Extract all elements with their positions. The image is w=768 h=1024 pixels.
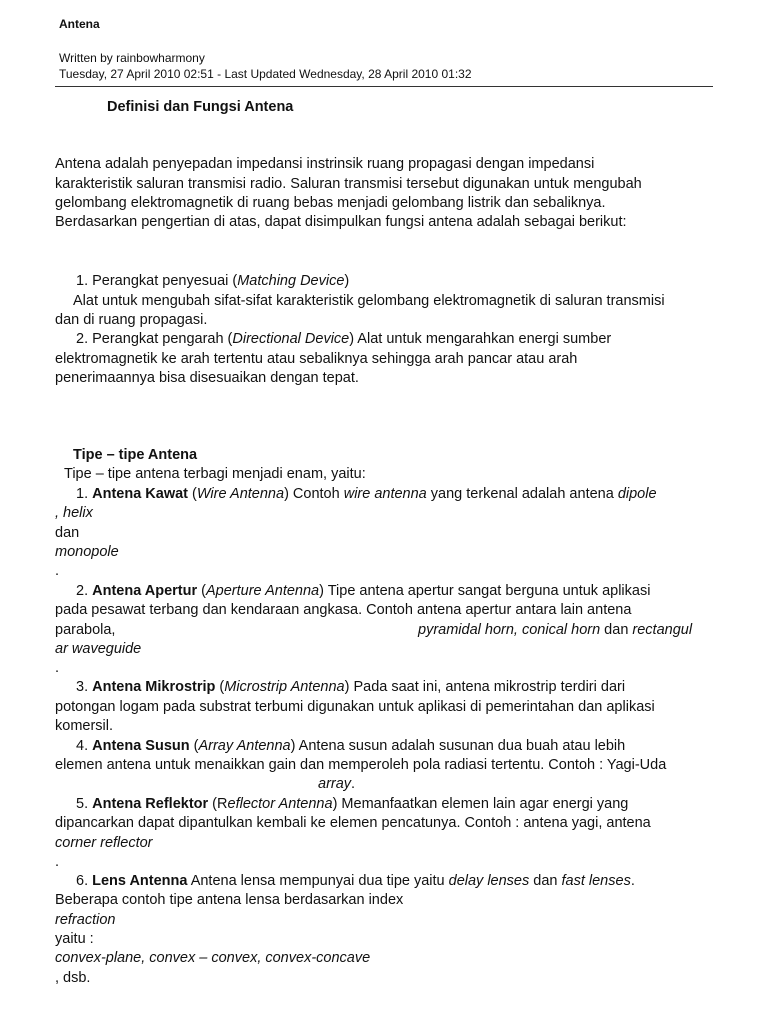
function-item-text: ) <box>344 273 350 289</box>
type-text: . <box>55 563 60 579</box>
type-text: elemen antena untuk menaikkan gain dan memperoleh pola radiasi tertentu. Contoh : Yagi-Uda <box>55 757 667 773</box>
paragraph-line: Antena adalah penyepadan impedansi instrinsik ruang propagasi dengan impedansi <box>55 156 595 172</box>
type-term: , helix <box>55 505 93 521</box>
type-term: Array Antenna <box>198 738 291 754</box>
type-name: Antena Mikrostrip <box>92 679 216 695</box>
function-desc: elektromagnetik ke arah tertentu atau sebaliknya sehingga arah pancar atau arah <box>55 351 578 367</box>
type-item-2 <box>76 582 650 601</box>
type-term: monopole <box>55 544 119 560</box>
type-text: dan <box>55 525 80 541</box>
type-num: 2. <box>76 583 93 599</box>
type-term: convex-plane, convex – convex, convex-concave <box>55 950 371 966</box>
type-name: Antena Kawat <box>92 486 189 502</box>
header-divider <box>55 86 713 87</box>
type-text: pada pesawat terbang dan kendaraan angkasa. Contoh antena apertur antara lain antena <box>55 602 632 618</box>
type-item-5 <box>76 795 628 814</box>
type-name: Antena Apertur <box>92 583 198 599</box>
function-item-text: 2. Perangkat pengarah ( <box>76 331 233 347</box>
type-text: ( <box>197 583 206 599</box>
type-text: . <box>630 873 635 889</box>
type-text: dipancarkan dapat dipantulkan kembali ke elemen pencatunya. Contoh : antena yagi, antena <box>55 815 651 831</box>
types-intro: Tipe – tipe antena terbagi menjadi enam, yaitu: <box>64 466 366 482</box>
doc-title: Antena <box>59 17 100 31</box>
type-text: ) Tipe antena apertur sangat berguna untuk aplikasi <box>319 583 651 599</box>
function-item-2 <box>76 330 611 349</box>
type-num: 4. <box>76 738 93 754</box>
type-text: ( <box>188 486 197 502</box>
function-desc: dan di ruang propagasi. <box>55 312 208 328</box>
section-heading-tipe: Tipe – tipe Antena <box>73 447 198 463</box>
type-text: ( <box>189 738 199 754</box>
type-term: wire antenna <box>343 486 427 502</box>
type-term: corner reflector <box>55 835 153 851</box>
type-term: Wire Antenna <box>196 486 285 502</box>
type-text: ( <box>215 679 225 695</box>
type-item-3 <box>76 678 625 697</box>
function-item-1 <box>76 272 349 291</box>
type-text: ) Pada saat ini, antena mikrostrip terdiri dari <box>344 679 626 695</box>
type-text: ) Memanfaatkan elemen lain agar energi yang <box>332 796 629 812</box>
type-term: pyramidal horn, conical horn <box>418 622 601 638</box>
type-term: array <box>318 776 352 792</box>
date-line: Tuesday, 27 April 2010 02:51 - Last Updated Wednesday, 28 April 2010 01:32 <box>59 67 472 81</box>
function-item-term: Directional Device <box>232 331 350 347</box>
type-text: parabola, <box>55 622 116 638</box>
type-text: potongan logam pada substrat terbumi digunakan untuk aplikasi di pemerintahan dan aplikasi <box>55 699 655 715</box>
type-text: yang terkenal adalah antena <box>426 486 618 502</box>
paragraph-line: Berdasarkan pengertian di atas, dapat disimpulkan fungsi antena adalah sebagai berikut: <box>55 214 627 230</box>
type-term: Microstrip Antenna <box>224 679 345 695</box>
type-text: dan <box>529 873 562 889</box>
type-num: 3. <box>76 679 93 695</box>
type-text: dan <box>600 622 633 638</box>
type-term: delay lenses <box>448 873 530 889</box>
type-term: rectangul <box>632 622 693 638</box>
type-text: . <box>55 854 60 870</box>
function-item-text: ) Alat untuk mengarahkan energi sumber <box>349 331 612 347</box>
function-desc: Alat untuk mengubah sifat-sifat karakteristik gelombang elektromagnetik di saluran transmisi <box>73 293 665 309</box>
type-term: dipole <box>617 486 657 502</box>
type-term: ar waveguide <box>55 641 142 657</box>
type-text: (R <box>208 796 228 812</box>
type-num: 6. <box>76 873 93 889</box>
type-name: Antena Susun <box>92 738 190 754</box>
type-text: . <box>55 660 60 676</box>
function-item-text: 1. Perangkat penyesuai ( <box>76 273 238 289</box>
type-name: Antena Reflektor <box>92 796 209 812</box>
function-item-term: Matching Device <box>237 273 345 289</box>
type-text: komersil. <box>55 718 114 734</box>
section-heading-definisi: Definisi dan Fungsi Antena <box>107 99 294 115</box>
type-term: fast lenses <box>561 873 631 889</box>
type-item-6 <box>76 872 635 891</box>
type-term: Aperture Antenna <box>205 583 320 599</box>
type-text: , dsb. <box>55 970 91 986</box>
type-num: 1. <box>76 486 93 502</box>
type-text: ) Antena susun adalah susunan dua buah atau lebih <box>290 738 626 754</box>
type-item-4 <box>76 737 625 756</box>
type-text: Beberapa contoh tipe antena lensa berdasarkan index <box>55 892 404 908</box>
paragraph-line: karakteristik saluran transmisi radio. Saluran transmisi tersebut digunakan untuk mengubah <box>55 176 642 192</box>
author-line: Written by rainbowharmony <box>59 51 205 65</box>
function-desc: penerimaannya bisa disesuaikan dengan tepat. <box>55 370 359 386</box>
type-text: yaitu : <box>55 931 94 947</box>
type-term: refraction <box>55 912 116 928</box>
paragraph-line: gelombang elektromagnetik di ruang bebas menjadi gelombang listrik dan sebaliknya. <box>55 195 606 211</box>
type-item-1 <box>76 485 657 504</box>
type-text: ) Contoh <box>284 486 344 502</box>
type-term: eflector Antenna <box>227 796 333 812</box>
type-name: Lens Antenna <box>92 873 188 889</box>
type-num: 5. <box>76 796 93 812</box>
type-text: . <box>351 776 356 792</box>
type-text: Antena lensa mempunyai dua tipe yaitu <box>187 873 449 889</box>
